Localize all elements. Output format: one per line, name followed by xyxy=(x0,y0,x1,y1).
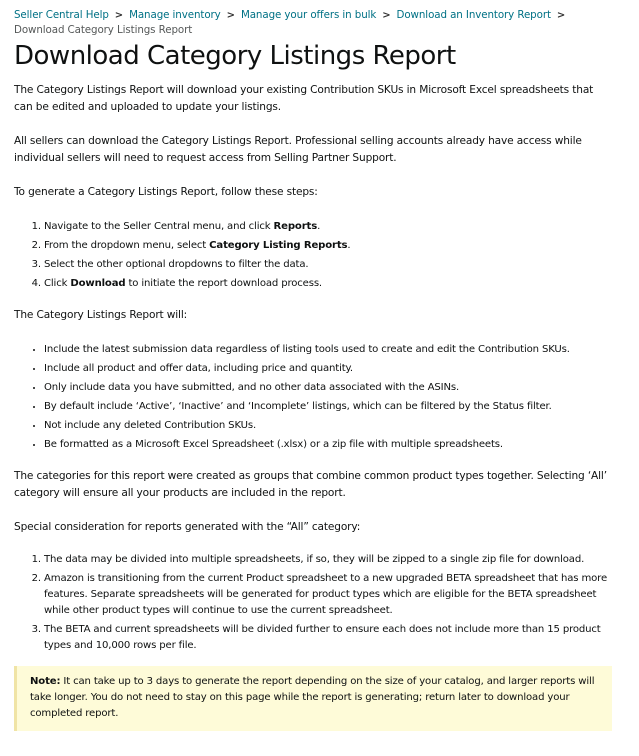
consideration-item: 2. Amazon is transitioning from the current Product spreadsheet to a new upgraded BETA spreadsheet that has more features. Separate spreadsheets will be generated for product types which are eligible for the BETA spreadsheet while other product types will continue to use the current spreadsheet. xyxy=(44,571,614,619)
feature-item: • Include all product and offer data, including price and quantity. xyxy=(44,359,614,378)
step-item: 4. Click Download to initiate the report download process. xyxy=(44,274,614,293)
breadcrumb-link-seller-central-help[interactable]: Seller Central Help xyxy=(14,9,109,21)
access-paragraph: All sellers can download the Category Listings Report. Professional selling accounts already have access while individual sellers will need to request access from Selling Partner Support. xyxy=(14,135,582,164)
feature-item: • Include the latest submission data regardless of listing tools used to create and edit the Contribution SKUs. xyxy=(44,340,614,359)
help-article xyxy=(14,8,614,657)
steps-list xyxy=(14,217,614,293)
note-text: It can take up to 3 days to generate the report depending on the size of your catalog, and larger reports will take longer. You do not need to stay on this page while the report is generating; return later to download your completed report. xyxy=(30,676,595,719)
chevron-right-icon: > xyxy=(556,10,566,21)
step-item: 2. From the dropdown menu, select Category Listing Reports. xyxy=(44,236,614,255)
special-consideration-list xyxy=(14,552,614,654)
special-consideration-heading: Special consideration for reports generated with the “All” category: xyxy=(14,521,361,533)
categories-paragraph: The categories for this report were created as groups that combine common product types together. Selecting ‘All’ category will ensure all your products are included in the report. xyxy=(14,470,607,499)
note-callout xyxy=(14,666,612,731)
steps-heading: To generate a Category Listings Report, follow these steps: xyxy=(14,186,318,198)
chevron-right-icon: > xyxy=(382,10,391,21)
feature-item: • Not include any deleted Contribution SKUs. xyxy=(44,416,614,435)
breadcrumb-link-download-inventory-report[interactable]: Download an Inventory Report xyxy=(396,9,551,21)
chevron-right-icon: > xyxy=(114,10,124,21)
feature-item: • Only include data you have submitted, and no other data associated with the ASINs. xyxy=(44,378,614,397)
step-item: 1. Navigate to the Seller Central menu, and click Reports. xyxy=(44,217,614,236)
feature-item: • Be formatted as a Microsoft Excel Spreadsheet (.xlsx) or a zip file with multiple spreadsheets. xyxy=(44,435,614,454)
breadcrumb-link-manage-offers-bulk[interactable]: Manage your offers in bulk xyxy=(240,9,377,21)
consideration-item: 1. The data may be divided into multiple spreadsheets, if so, they will be zipped to a single zip file for download. xyxy=(44,552,614,568)
features-heading: The Category Listings Report will: xyxy=(14,309,188,321)
note-label: Note: xyxy=(30,676,61,687)
breadcrumb xyxy=(14,8,614,38)
page-title: Download Category Listings Report xyxy=(14,41,456,71)
breadcrumb-current: Download Category Listings Report xyxy=(14,24,193,36)
chevron-right-icon: > xyxy=(226,10,235,21)
intro-paragraph: The Category Listings Report will download your existing Contribution SKUs in Microsoft Excel spreadsheets that can be edited and uploaded to update your listings. xyxy=(14,84,594,113)
consideration-item: 3. The BETA and current spreadsheets will be divided further to ensure each does not include more than 15 product types and 10,000 rows per file. xyxy=(44,622,614,654)
step-item: 3. Select the other optional dropdowns to filter the data. xyxy=(44,255,614,274)
feature-item: • By default include ‘Active’, ‘Inactive’ and ‘Incomplete’ listings, which can be filtered by the Status filter. xyxy=(44,397,614,416)
features-list xyxy=(14,340,614,454)
breadcrumb-link-manage-inventory[interactable]: Manage inventory xyxy=(129,9,221,21)
